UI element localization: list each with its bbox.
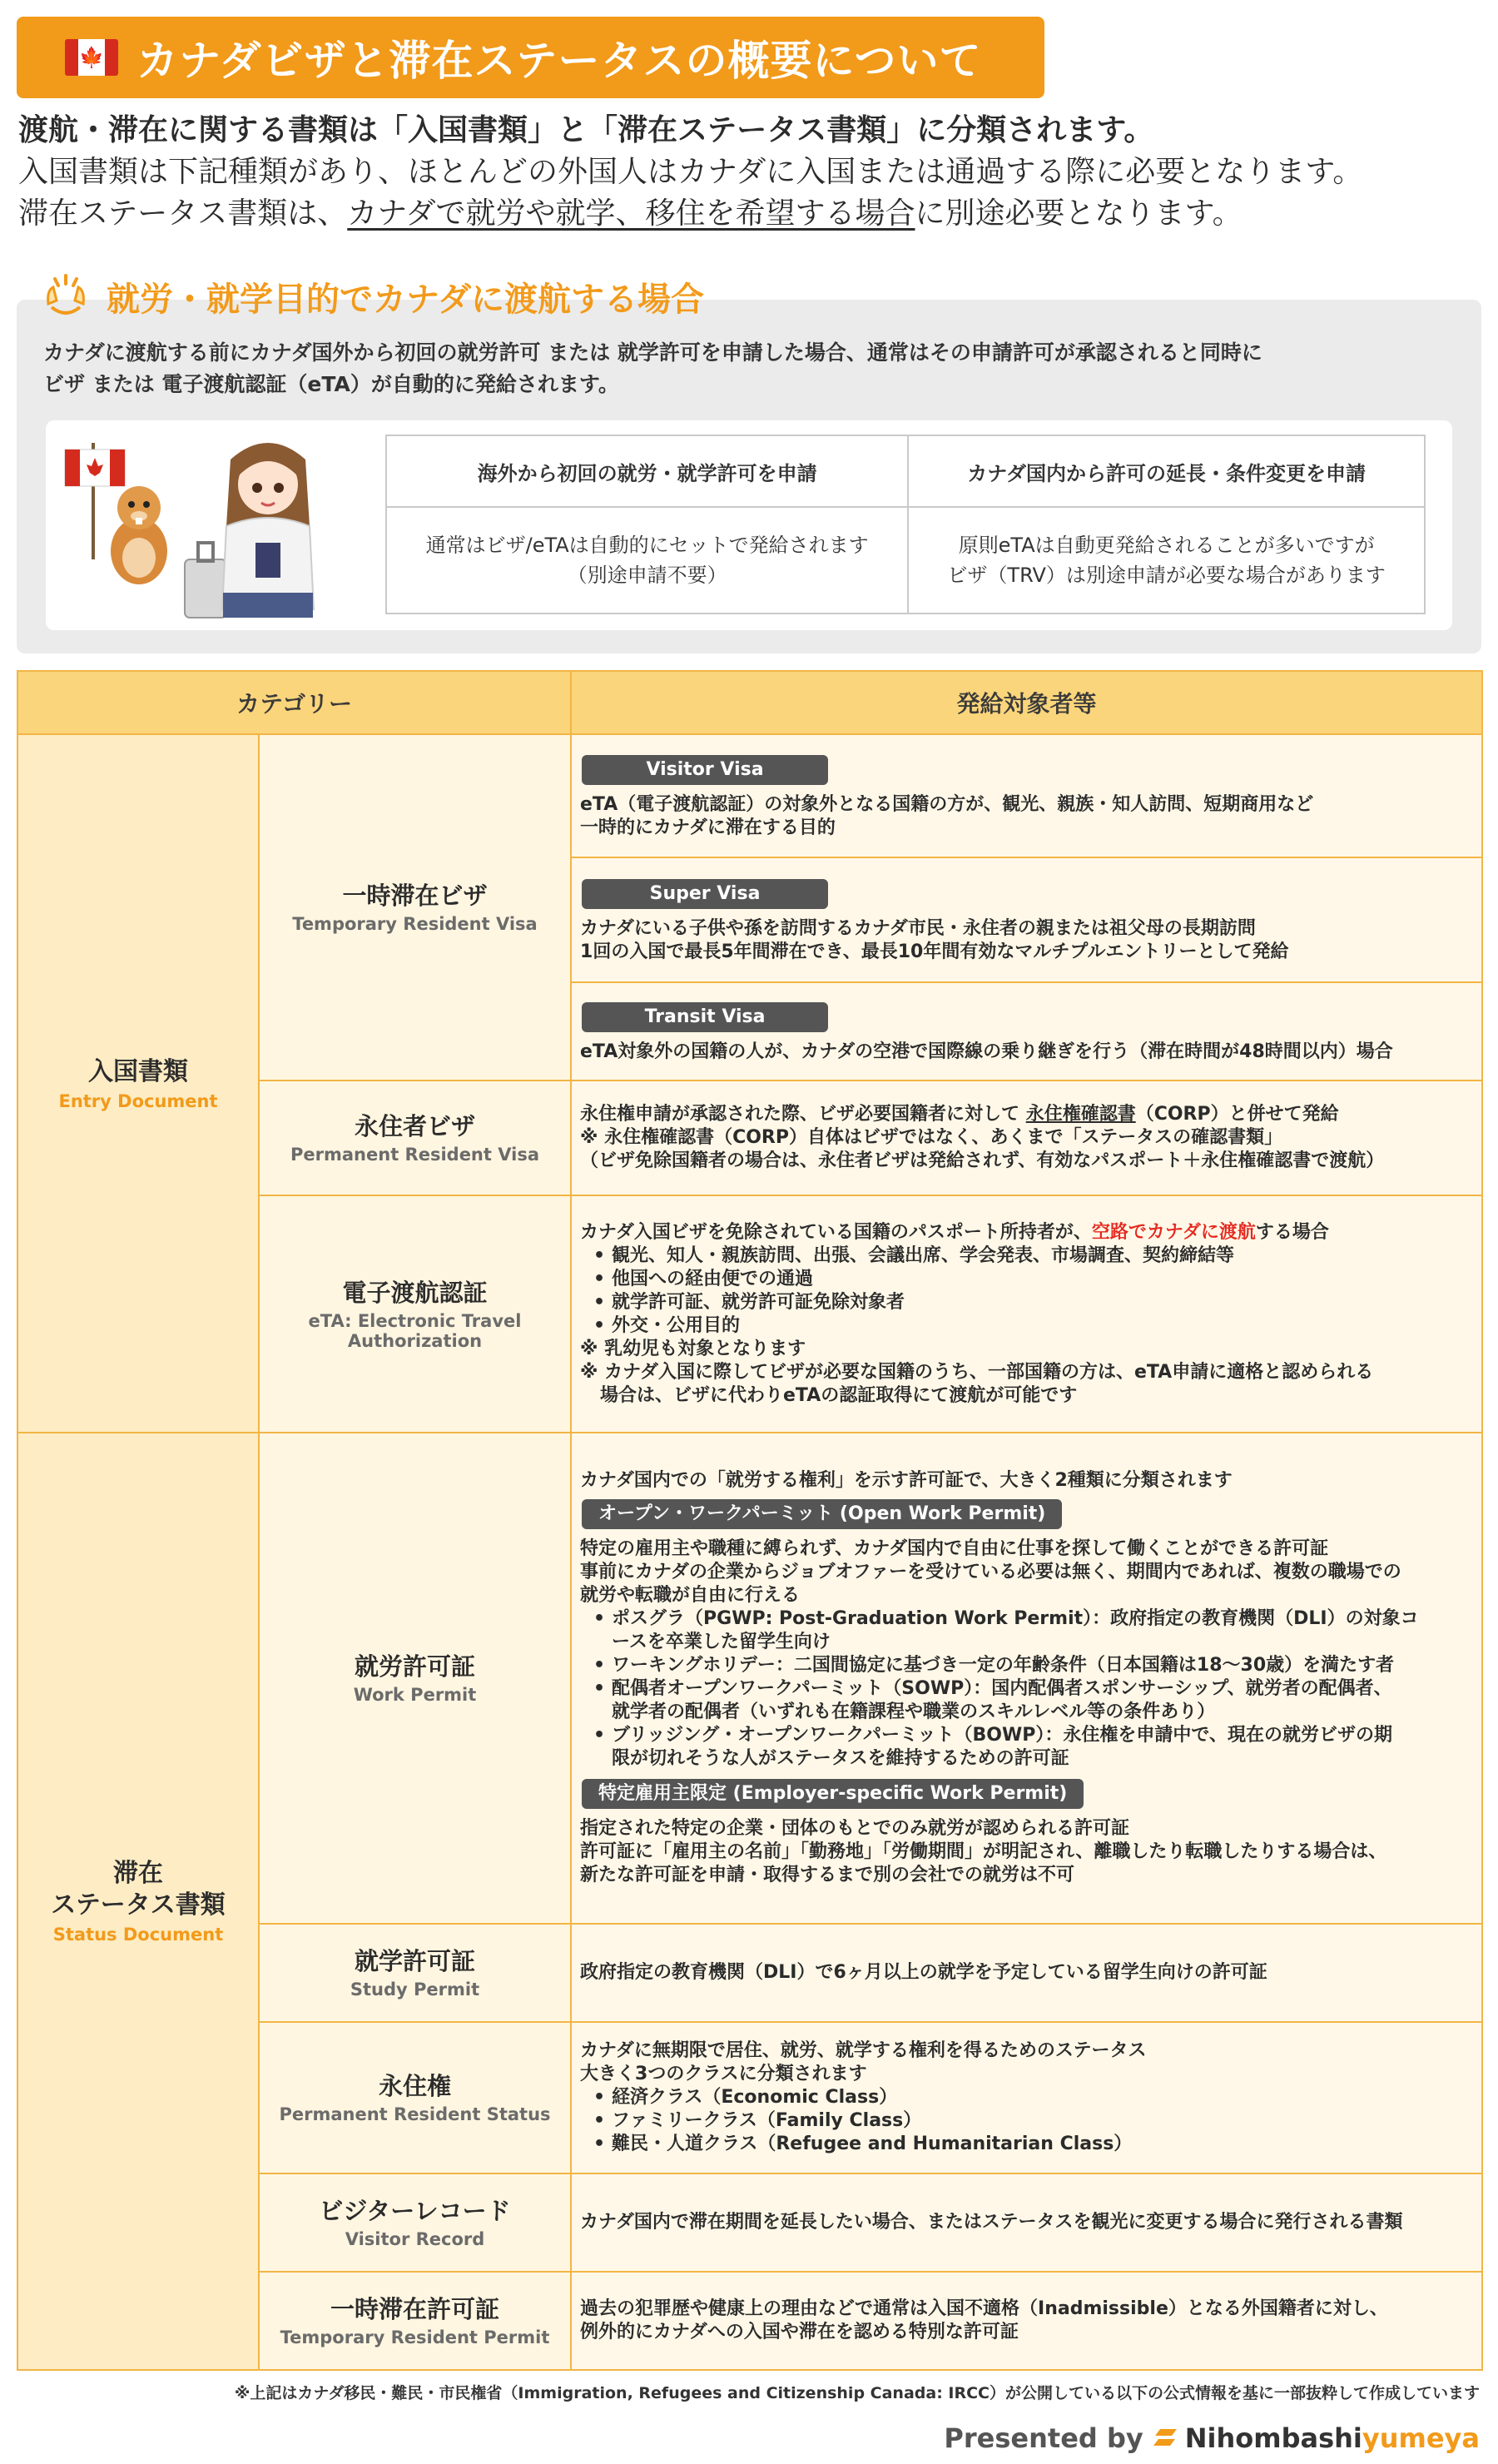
category-header: カテゴリー	[17, 671, 571, 734]
visitor-visa-description: Visitor Visa eTA（電子渡航認証）の対象外となる国籍の方が、観光、親族・知人訪問、短期商用など 一時的にカナダに滞在する目的	[571, 734, 1482, 857]
document-category-table	[17, 670, 1483, 2371]
overseas-application-header: 海外から初回の就労・就学許可を申請	[386, 435, 908, 507]
source-footnote: ※上記はカナダ移民・難民・市民権省（Immigration, Refugees and Citizenship Canada: IRCC）が公開している以下の公式情報を基に一部抜粋して作成しています	[234, 2384, 1480, 2402]
intro-line-3: 滞在ステータス書類は、カナダで就労や就学、移住を希望する場合に別途必要となります。	[18, 196, 1243, 231]
raised-hands-icon	[40, 271, 92, 322]
temporary-resident-permit-description: 過去の犯罪歴や健康上の理由などで通常は入国不適格（Inadmissible）となる外国籍者に対し、 例外的にカナダへの入国や滞在を認める特別な許可証	[571, 2272, 1482, 2370]
eta-description: カナダ入国ビザを免除されている国籍のパスポート所持者が、空路でカナダに渡航する場合 • 観光、知人・親族訪問、出張、会議出席、学会発表、市場調査、契約締結等 • 他国への経由便での通過 • 就学許可証、就労許可証免除対象者 • 外交・公用目的 ※ 乳幼児も対象となります ※ カナダ入国に際してビザが必要な国籍のうち、一部国籍の方は、eTA申請に適格と認められる 場合は、ビザに代わりeTAの認証取得にて渡航が可能です	[571, 1195, 1482, 1433]
work-study-heading: 就労・就学目的でカナダに渡航する場合	[40, 271, 704, 322]
work-study-table	[385, 435, 1426, 614]
status-document-category: 滞在 ステータス書類 Status Document	[17, 1433, 259, 2370]
permanent-resident-status-cell: 永住権 Permanent Resident Status	[259, 2022, 571, 2173]
study-permit-cell: 就学許可証 Study Permit	[259, 1924, 571, 2022]
overseas-application-body: 通常はビザ/eTAは自動的にセットで発給されます （別途申請不要）	[386, 507, 908, 614]
canada-flag-icon: 🍁	[65, 39, 118, 76]
super-visa-description: Super Visa カナダにいる子供や孫を訪問するカナダ市民・永住者の親または祖父母の長期訪問 1回の入国で最長5年間滞在でき、最長10年間有効なマルチプルエントリーとして発給	[571, 857, 1482, 982]
work-study-description: カナダに渡航する前にカナダ国外から初回の就労許可 または 就学許可を申請した場合、通常はその申請許可が承認されると同時に ビザ または 電子渡航認証（eTA）が自動的に発給されます。	[43, 340, 1262, 396]
page-title: カナダビザと滞在ステータスの概要について	[136, 37, 982, 85]
in-canada-application-header: カナダ国内から許可の延長・条件変更を申請	[908, 435, 1425, 507]
eta-cell: 電子渡航認証 eTA: Electronic Travel Authorization	[259, 1195, 571, 1433]
permanent-resident-visa-cell: 永住者ビザ Permanent Resident Visa	[259, 1080, 571, 1195]
super-visa-label: Super Visa	[582, 879, 828, 909]
transit-visa-description: Transit Visa eTA対象外の国籍の人が、カナダの空港で国際線の乗り継ぎを行う（滞在時間が48時間以内）場合	[571, 982, 1482, 1080]
target-header: 発給対象者等	[571, 671, 1482, 734]
work-permit-cell: 就労許可証 Work Permit	[259, 1433, 571, 1924]
intro-line-2: 入国書類は下記種類があり、ほとんどの外国人はカナダに入国または通過する際に必要となります。	[18, 155, 1363, 189]
transit-visa-label: Transit Visa	[582, 1002, 828, 1032]
intro-line-1: 渡航・滞在に関する書類は「入国書類」と「滞在ステータス書類」に分類されます。	[18, 113, 1154, 147]
title-banner	[17, 17, 1044, 98]
brand-logo-icon	[1152, 2427, 1180, 2449]
visitor-visa-label: Visitor Visa	[582, 755, 828, 785]
permanent-resident-status-description: カナダに無期限で居住、就労、就学する権利を得るためのステータス 大きく3つのクラスに分類されます • 経済クラス（Economic Class） • ファミリークラス（Family Class） • 難民・人道クラス（Refugee and Humanitarian Class）	[571, 2022, 1482, 2173]
traveler-illustration	[60, 426, 343, 626]
employer-specific-work-permit-label: 特定雇用主限定 (Employer-specific Work Permit)	[582, 1779, 1084, 1809]
in-canada-application-body: 原則eTAは自動更発給されることが多いですが ビザ（TRV）は別途申請が必要な場合があります	[908, 507, 1425, 614]
temporary-resident-visa-cell: 一時滞在ビザ Temporary Resident Visa	[259, 734, 571, 1080]
entry-document-category: 入国書類 Entry Document	[17, 734, 259, 1433]
study-permit-description: 政府指定の教育機関（DLI）で6ヶ月以上の就学を予定している留学生向けの許可証	[571, 1924, 1482, 2022]
open-work-permit-label: オープン・ワークパーミット (Open Work Permit)	[582, 1499, 1062, 1529]
presented-by: Presented by Nihombashi yumeya	[944, 2422, 1480, 2454]
work-permit-description: カナダ国内での「就労する権利」を示す許可証で、大きく2種類に分類されます オープン・ワークパーミット (Open Work Permit) 特定の雇用主や職種に縛られず、カナダ国内で自由に仕事を探して働くことができる許可証 事前にカナダの企業からジョブオファーを受けている必要は無く、期間内であれば、複数の職場での 就労や転職が自由に行える • ポスグラ（PGWP: Post-Graduation Work Permit）：政府指定の教育機関（DLI）の対象コ ースを卒業した留学生向け • ワーキングホリデー：二国間協定に基づき一定の年齢条件（日本国籍は18〜30歳）を満たす者 • 配偶者オープンワークパーミット（SOWP）：国内配偶者スポンサーシップ、就労者の配偶者、 就学者の配偶者（いずれも在籍課程や職業のスキルレベル等の条件あり） • ブリッジング・オープンワークパーミット（BOWP）：永住権を申請中で、現在の就労ビザの期 限が切れそうな人がステータスを維持するための許可証 特定雇用主限定 (Employer-specific Work Permit) 指定された特定の企業・団体のもとでのみ就労が認められる許可証 許可証に「雇用主の名前」「勤務地」「労働期間」が明記され、離職したり転職したりする場合は、 新たな許可証を申請・取得するまで別の会社での就労は不可	[571, 1433, 1482, 1924]
visitor-record-cell: ビジターレコード Visitor Record	[259, 2173, 571, 2272]
intro-text	[18, 110, 1483, 235]
temporary-resident-permit-cell: 一時滞在許可証 Temporary Resident Permit	[259, 2272, 571, 2370]
permanent-resident-visa-description: 永住権申請が承認された際、ビザ必要国籍者に対して 永住権確認書（CORP）と併せて発給 ※ 永住権確認書（CORP）自体はビザではなく、あくまで「ステータスの確認書類」 （ビザ免除国籍者の場合は、永住者ビザは発給されず、有効なパスポート＋永住権確認書で渡航）	[571, 1080, 1482, 1195]
visitor-record-description: カナダ国内で滞在期間を延長したい場合、またはステータスを観光に変更する場合に発行される書類	[571, 2173, 1482, 2272]
